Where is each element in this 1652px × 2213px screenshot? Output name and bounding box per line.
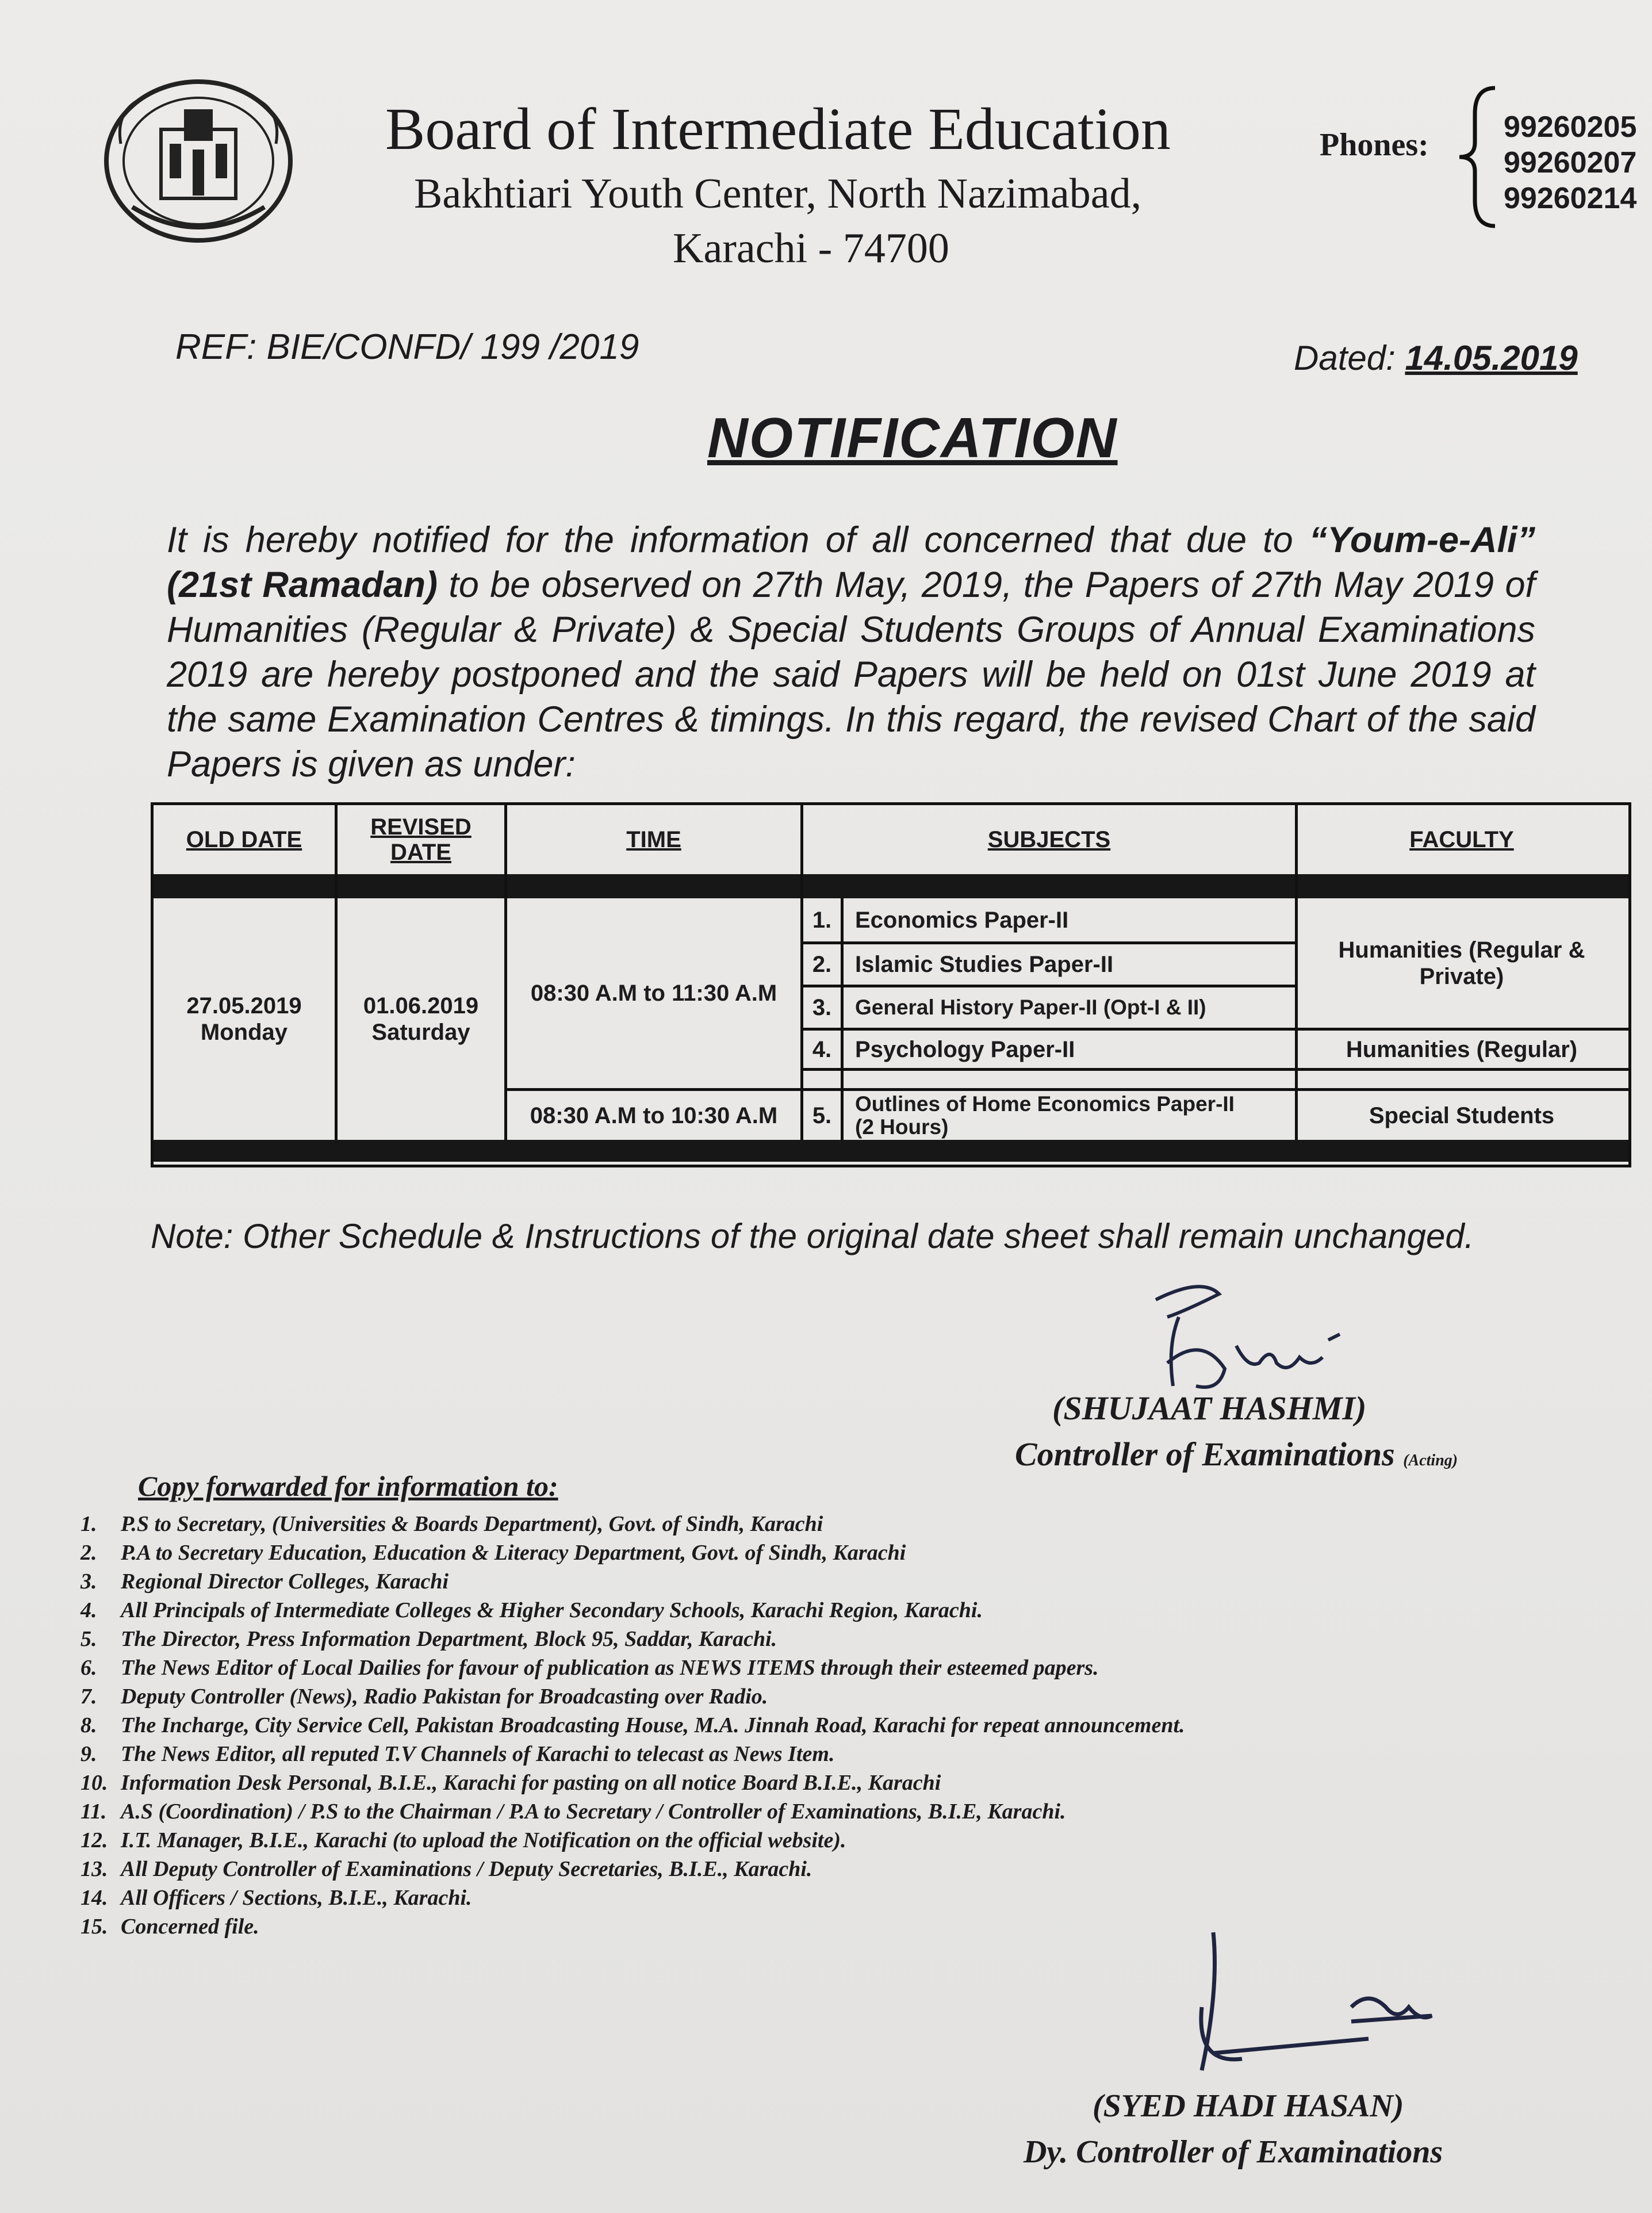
- old-date: 27.05.2019: [186, 993, 302, 1019]
- subject-num: 5.: [812, 1102, 832, 1128]
- time-cell-1: 08:30 A.M to 11:30 A.M: [530, 981, 777, 1006]
- time-cell-2: 08:30 A.M to 10:30 A.M: [530, 1102, 778, 1128]
- faculty-cell-3: Special Students: [1369, 1102, 1555, 1128]
- reference-number: REF: BIE/CONFD/ 199 /2019: [175, 327, 639, 367]
- subject-num: 4.: [812, 1036, 832, 1062]
- list-item: 7. Deputy Controller (News), Radio Pakistan for Broadcasting over Radio.: [81, 1684, 768, 1709]
- list-item: 15. Concerned file.: [81, 1915, 259, 1939]
- table-band-top: [154, 874, 1628, 898]
- subject-name: General History Paper-II (Opt-I & II): [855, 996, 1206, 1019]
- body-part1: It is hereby notified for the information of all concerned that due to: [167, 520, 1309, 560]
- revised-date-cell: [338, 898, 504, 1140]
- col-header-revised-date: REVISED DATE: [370, 814, 472, 865]
- subject-num: 3.: [812, 995, 832, 1020]
- list-item: 8. The Incharge, City Service Cell, Pakistan Broadcasting House, M.A. Jinnah Road, Karachi for repeat announcement.: [81, 1713, 1185, 1737]
- notification-title: NOTIFICATION: [707, 406, 1118, 469]
- phone-number: 99260214: [1504, 182, 1637, 215]
- brace-icon: [1455, 85, 1501, 229]
- faculty-cell-1: Humanities (Regular & Private): [1338, 937, 1585, 989]
- subject-name: Islamic Studies Paper-II: [855, 952, 1114, 977]
- table-band-bottom: [154, 1140, 1628, 1162]
- signatory1-title: [1015, 1435, 1458, 1473]
- dated-label: Dated:: [1294, 339, 1405, 377]
- signatory1-title-text: Controller of Examinations: [1015, 1435, 1395, 1473]
- dated-value: 14.05.2019: [1405, 339, 1578, 377]
- list-item: 3. Regional Director Colleges, Karachi: [81, 1569, 449, 1594]
- dated: [1294, 338, 1578, 378]
- note: Note: Other Schedule & Instructions of the original date sheet shall remain unchanged.: [151, 1217, 1474, 1255]
- old-date-cell: [154, 898, 335, 1140]
- list-item: 10. Information Desk Personal, B.I.E., Karachi for pasting on all notice Board B.I.E., Karachi: [81, 1771, 941, 1795]
- revised-day: Saturday: [371, 1020, 470, 1045]
- signatory2-title: Dy. Controller of Examinations: [1024, 2134, 1443, 2170]
- phone-number: 99260207: [1504, 146, 1637, 179]
- faculty-cell-2: Humanities (Regular): [1346, 1036, 1578, 1062]
- col-header-time: TIME: [626, 827, 681, 852]
- board-logo: [98, 75, 299, 247]
- phone-number: 99260205: [1504, 110, 1637, 144]
- phone-numbers: [1504, 109, 1636, 216]
- subject-name: Economics Paper-II: [855, 907, 1069, 933]
- col-header-old-date: OLD DATE: [186, 827, 302, 852]
- body-bold: “Youm-e-Ali” (21st Ramadan): [167, 520, 1535, 605]
- signatory2-name: (SYED HADI HASAN): [1093, 2088, 1404, 2124]
- copy-forwarded-list: [81, 1510, 1185, 1941]
- list-item: 5. The Director, Press Information Department, Block 95, Saddar, Karachi.: [81, 1627, 777, 1651]
- phones-label: Phones:: [1320, 127, 1429, 163]
- subject-num: 1.: [812, 907, 832, 933]
- col-header-faculty: FACULTY: [1409, 827, 1514, 852]
- copy-forwarded-heading: Copy forwarded for information to:: [138, 1470, 558, 1502]
- signatory1-title-suffix: (Acting): [1403, 1452, 1458, 1469]
- subject-name: Psychology Paper-II: [855, 1036, 1075, 1062]
- subject-name: Outlines of Home Economics Paper-II (2 Hours): [855, 1092, 1235, 1139]
- old-day: Monday: [200, 1020, 288, 1045]
- list-item: 12. I.T. Manager, B.I.E., Karachi (to upload the Notification on the official website).: [81, 1828, 846, 1852]
- list-item: 1. P.S to Secretary, (Universities & Boards Department), Govt. of Sindh, Karachi: [81, 1512, 823, 1536]
- list-item: 6. The News Editor of Local Dailies for favour of publication as NEWS ITEMS through their esteemed papers.: [81, 1656, 1099, 1680]
- list-item: 2. P.A to Secretary Education, Education & Literacy Department, Govt. of Sindh, Karachi: [81, 1541, 906, 1565]
- org-name: Board of Intermediate Education: [385, 96, 1171, 162]
- signature-shujaat-hashmi: [1133, 1277, 1374, 1403]
- subject-num: 2.: [812, 952, 832, 977]
- org-address-line2: Karachi - 74700: [673, 225, 949, 272]
- col-header-subjects: SUBJECTS: [987, 827, 1111, 852]
- notification-body: [167, 518, 1535, 787]
- signature-syed-hadi-hasan: [1179, 1921, 1438, 2082]
- list-item: 9. The News Editor, all reputed T.V Channels of Karachi to telecast as News Item.: [81, 1742, 835, 1766]
- list-item: 14. All Officers / Sections, B.I.E., Karachi.: [81, 1886, 472, 1910]
- revised-chart-table: [151, 802, 1631, 1167]
- list-item: 13. All Deputy Controller of Examinations / Deputy Secretaries, B.I.E., Karachi.: [81, 1857, 812, 1881]
- org-address-line1: Bakhtiari Youth Center, North Nazimabad,: [414, 170, 1142, 217]
- body-part3: to be observed on 27th May, 2019, the Papers of 27th May 2019 of Humanities (Regular & Private) & Special Students Groups of Annual Examinations 2019 are hereby postponed and the said Papers will be held on 01st June 2019 at the same Examination Centres & timings. In this regard, the revised Chart of the said Papers is given as under:: [167, 565, 1535, 784]
- list-item: 11. A.S (Coordination) / P.S to the Chairman / P.A to Secretary / Controller of Examinations, B.I.E, Karachi.: [81, 1800, 1066, 1824]
- revised-date: 01.06.2019: [363, 993, 479, 1019]
- list-item: 4. All Principals of Intermediate Colleges & Higher Secondary Schools, Karachi Region, Karachi.: [81, 1598, 983, 1622]
- signatory1-name: (SHUJAAT HASHMI): [1052, 1389, 1367, 1427]
